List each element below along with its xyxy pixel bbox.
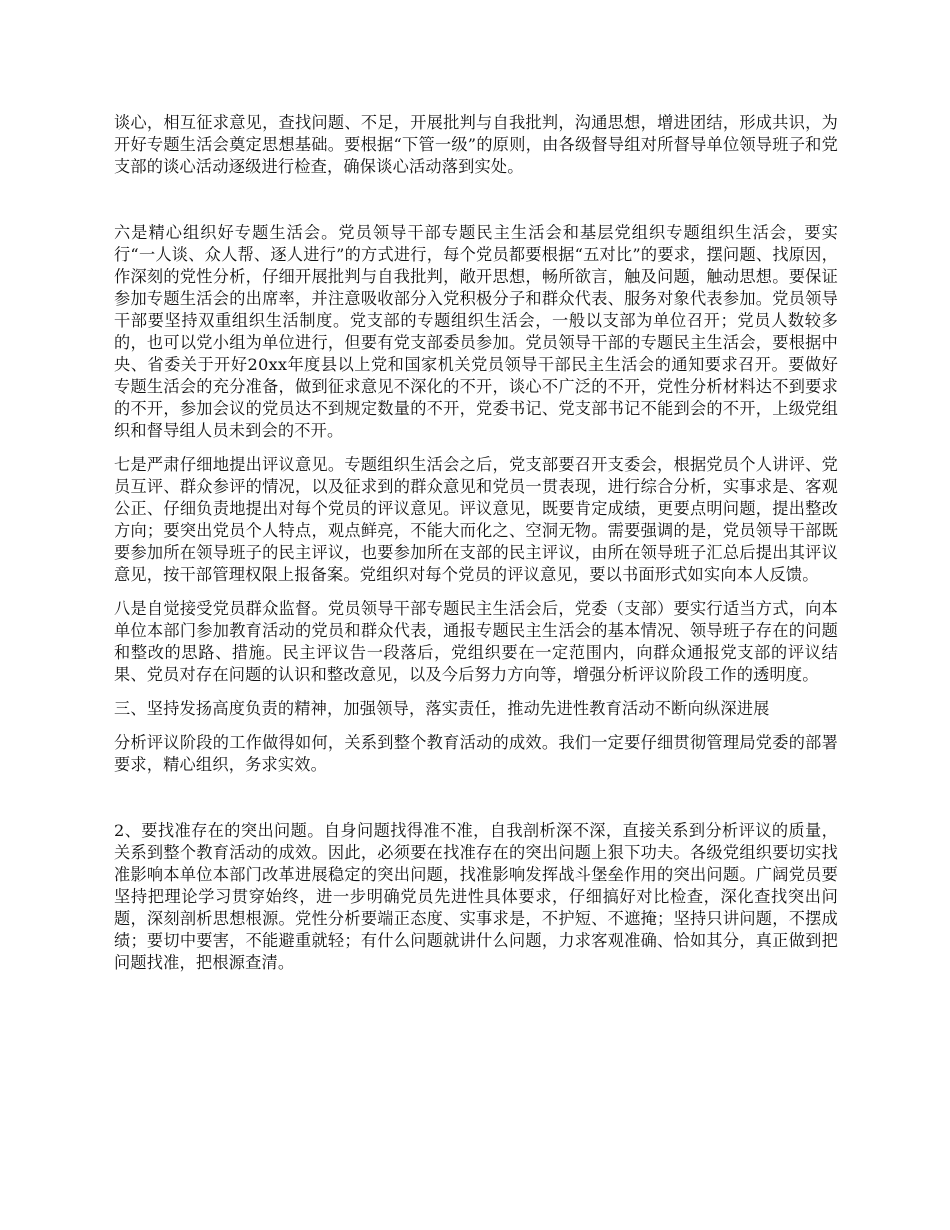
paragraph-point-eight: 八是自觉接受党员群众监督。党员领导干部专题民主生活会后，党委（支部）要实行适当方式，向本单位本部门参加教育活动的党员和群众代表，通报专题民主生活会的基本情况、领导班子存在的问题和整改的思路、措施。民主评议告一段落后，党组织要在一定范围内，向群众通报党支部的评议结果、党员对存在问题的认识和整改意见，以及今后努力方向等，增强分析评议阶段工作的透明度。 <box>114 599 838 684</box>
paragraph-point-seven: 七是严肃仔细地提出评议意见。专题组织生活会之后，党支部要召开支委会，根据党员个人讲评、党员互评、群众参评的情况，以及征求到的群众意见和党员一贯表现，进行综合分析，实事求是、客观公正、仔细负责地提出对每个党员的评议意见。评议意见，既要肯定成绩，更要点明问题，提出整改方向；要突出党员个人特点，观点鲜亮，不能大而化之、空洞无物。需要强调的是，党员领导干部既要参加所在领导班子的民主评议，也要参加所在支部的民主评议，由所在领导班子汇总后提出其评议意见，按干部管理权限上报备案。党组织对每个党员的评议意见，要以书面形式如实向本人反馈。 <box>114 455 838 584</box>
paragraph-item-two: 2、要找准存在的突出问题。自身问题找得准不准，自我剖析深不深，直接关系到分析评议的质量，关系到整个教育活动的成效。因此，必须要在找准存在的突出问题上狠下功夫。各级党组织要切实找准影响本单位本部门改革进展稳定的突出问题，找准影响发挥战斗堡垒作用的突出问题。广阔党员要坚持把理论学习贯穿始终，进一步明确党员先进性具体要求，仔细搞好对比检查，深化查找突出问题，深刻剖析思想根源。党性分析要端正态度、实事求是，不护短、不遮掩；坚持只讲问题，不摆成绩；要切中要害，不能避重就轻；有什么问题就讲什么问题，力求客观准确、恰如其分，真正做到把问题找准，把根源查清。 <box>114 821 838 972</box>
section-heading-three: 三、坚持发扬高度负责的精神，加强领导，落实责任，推动先进性教育活动不断向纵深进展 <box>114 699 770 718</box>
paragraph-heart-talk: 谈心，相互征求意见，查找问题、不足，开展批判与自我批判，沟通思想，增进团结，形成共识，为开好专题生活会奠定思想基础。要根据“下管一级”的原则，由各级督导组对所督导单位领导班子和党支部的谈心活动逐级进行检查，确保谈心活动落到实处。 <box>114 113 838 176</box>
paragraph-point-six: 六是精心组织好专题生活会。党员领导干部专题民主生活会和基层党组织专题组织生活会，要实行“一人谈、众人帮、逐人进行”的方式进行，每个党员都要根据“五对比”的要求，摆问题、找原因，作深刻的党性分析，仔细开展批判与自我批判，敞开思想，畅所欲言，触及问题，触动思想。要保证参加专题生活会的出席率，并注意吸收部分入党积极分子和群众代表、服务对象代表参加。党员领导干部要坚持双重组织生活制度。党支部的专题组织生活会，一般以支部为单位召开；党员人数较多的，也可以党小组为单位进行，但要有党支部委员参加。党员领导干部的专题民主生活会，要根据中央、省委关于开好20xx年度县以上党和国家机关党员领导干部民主生活会的通知要求召开。要做好专题生活会的充分准备，做到征求意见不深化的不开，谈心不广泛的不开，党性分析材料达不到要求的不开，参加会议的党员达不到规定数量的不开，党委书记、党支部书记不能到会的不开，上级党组织和督导组人员未到会的不开。 <box>114 223 838 440</box>
paragraph-evaluation-stage: 分析评议阶段的工作做得如何，关系到整个教育活动的成效。我们一定要仔细贯彻管理局党委的部署要求，精心组织，务求实效。 <box>114 733 838 774</box>
